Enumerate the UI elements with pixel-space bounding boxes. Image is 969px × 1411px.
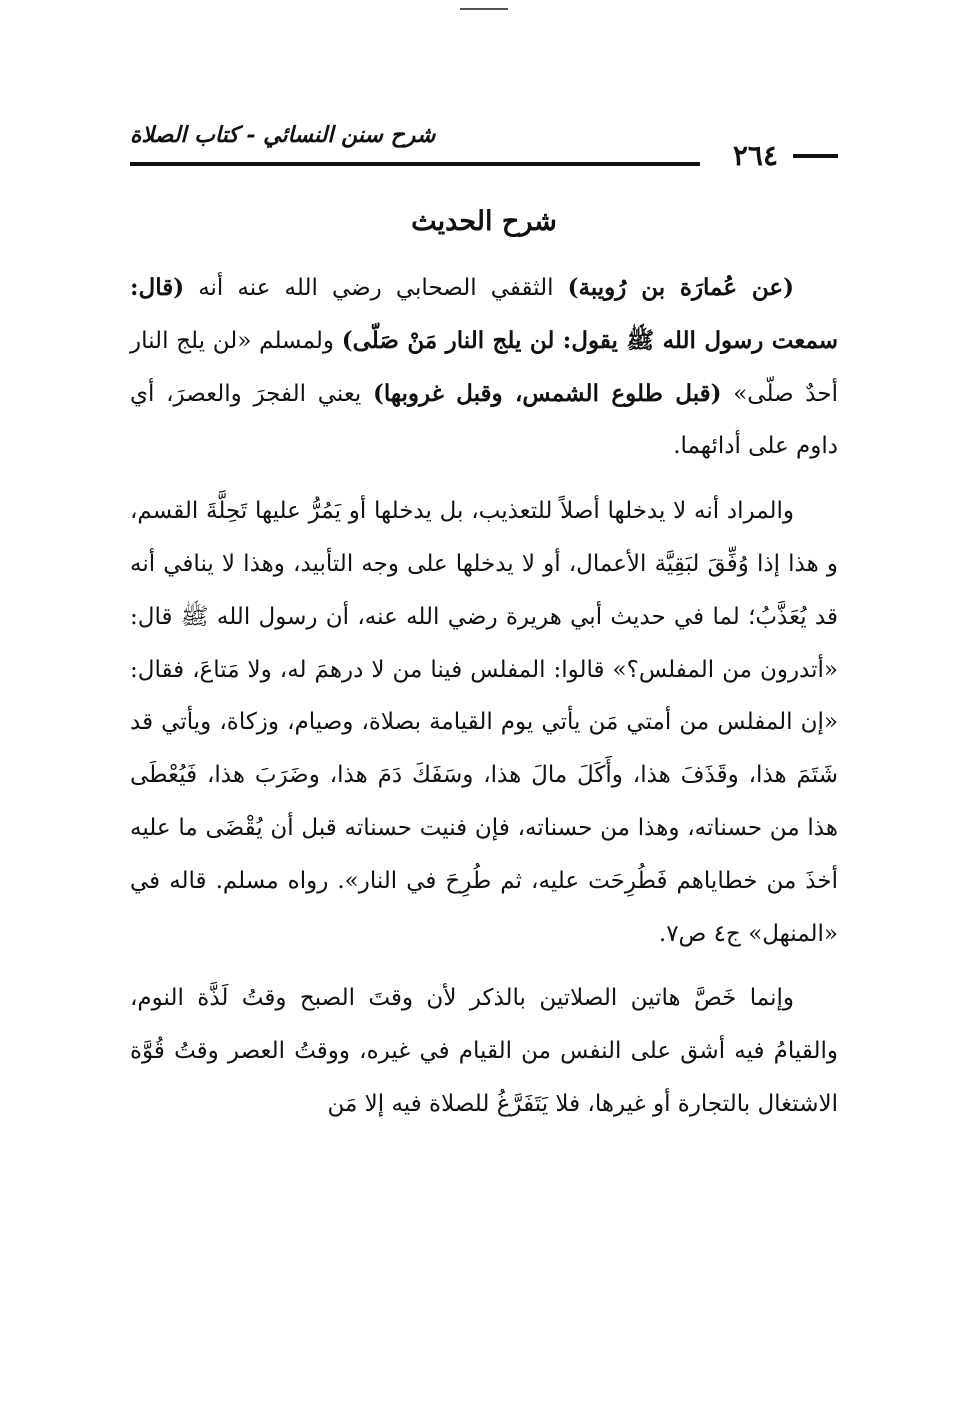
paragraph-segment: يعني الفجرَ والعصرَ، أي داوم على أدائهما.	[130, 380, 838, 460]
paragraph-1	[130, 262, 838, 473]
paragraph-segment: وإنما خَصَّ هاتين الصلاتين بالذكر لأن وقتَ الصبح وقتُ لَذَّة النوم، والقيامُ فيه أشق على النفس من القيام في غيره، ووقتُ العصر وقتُ قُوَّة الاشتغال بالتجارة أو غيرها، فلا يَتَفَرَّغُ للصلاة فيه إلا مَن	[130, 985, 838, 1117]
paragraph-segment: ولمسلم «لن يلج النار أحدٌ صلّى»	[130, 327, 838, 407]
paragraph-3	[130, 972, 838, 1130]
page-header	[130, 118, 838, 174]
page-number: ٢٦٤	[732, 139, 778, 172]
body-text	[130, 262, 838, 1131]
page-number-dash	[793, 154, 838, 158]
paragraph-segment: (قبل طلوع الشمس، وقبل غروبها)	[373, 379, 722, 407]
paragraph-segment: الثقفي الصحابي رضي الله عنه أنه	[184, 275, 568, 301]
header-rule	[130, 162, 700, 166]
running-title: شرح سنن النسائي - كتاب الصلاة	[130, 122, 436, 148]
scan-top-mark	[460, 8, 508, 10]
paragraph-segment: (قال: سمعت رسول الله ﷺ يقول: لن يلج النار مَنْ صَلّى)	[130, 274, 839, 354]
paragraph-2	[130, 485, 838, 960]
paragraph-segment: والمراد أنه لا يدخلها أصلاً للتعذيب، بل يدخلها أو يَمُرُّ عليها تَحِلَّةَ القسم، و هذا إذا وُفِّقَ لبَقِيَّة الأعمال، أو لا يدخلها على وجه التأبيد، وهذا لا ينافي أنه قد يُعَذَّبُ؛ لما في حديث أبي هريرة رضي الله عنه، أن رسول الله ﷺ قال: «أتدرون من المفلس؟» قالوا: المفلس فينا من لا درهمَ له، ولا مَتاعَ، فقال: «إن المفلس من أمتي مَن يأتي يوم القيامة بصلاة، وصيام، وزكاة، ويأتي قد شَتَمَ هذا، وقَذَفَ هذا، وأَكَلَ مالَ هذا، وسَفَكَ دَمَ هذا، وضَرَبَ هذا، فَيُعْطَى هذا من حسناته، وهذا من حسناته، فإن فنيت حسناته قبل أن يُقْضَى ما عليه أخذَ من خطاياهم فَطُرِحَت عليه، ثم طُرِحَ في النار». رواه مسلم. قاله في «المنهل» ج٤ ص٧.	[130, 498, 838, 947]
section-title: شرح الحديث	[411, 206, 557, 237]
paragraph-segment: (عن عُمارَة بن رُويبة)	[567, 274, 794, 301]
